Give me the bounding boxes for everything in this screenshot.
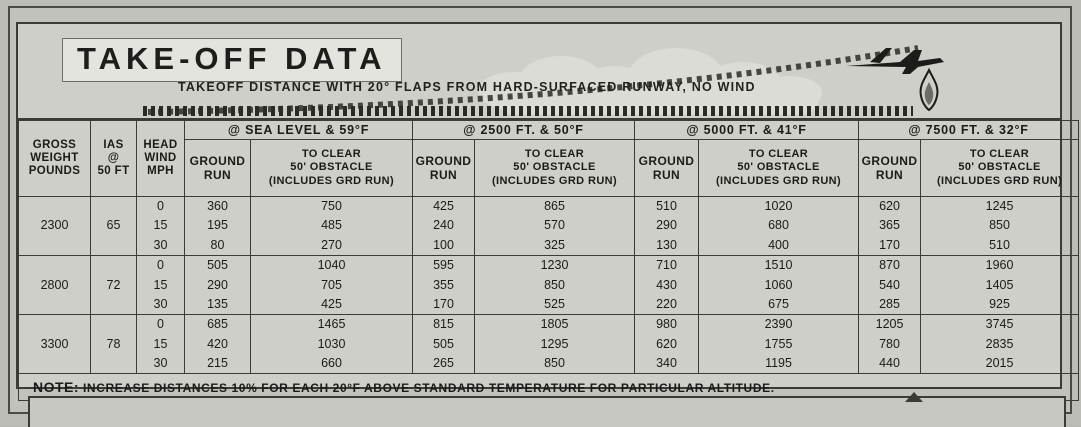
cell-2500ft-to-clear: 1805 1295 850 <box>475 315 635 374</box>
page-marker-icon <box>905 392 923 402</box>
cell-gross-weight: 2800 <box>19 256 91 315</box>
header-5000ft: @ 5000 FT. & 41°F <box>635 121 859 140</box>
cell-sea-level-ground-run: 685 420 215 <box>185 315 251 374</box>
header-sea-level: @ SEA LEVEL & 59°F <box>185 121 413 140</box>
cell-head-wind: 0 15 30 <box>137 256 185 315</box>
takeoff-data-sheet <box>16 22 1063 396</box>
col-ground-run-2500ft: GROUND RUN <box>413 140 475 197</box>
note-label: NOTE: <box>33 379 80 396</box>
col-ground-run-sea-level: GROUND RUN <box>185 140 251 197</box>
cell-head-wind: 0 15 30 <box>137 197 185 256</box>
cell-gross-weight: 2300 <box>19 197 91 256</box>
cell-7500ft-to-clear: 1960 1405 925 <box>921 256 1079 315</box>
col-ground-run-5000ft: GROUND RUN <box>635 140 699 197</box>
cell-gross-weight: 3300 <box>19 315 91 374</box>
col-to-clear-5000ft: TO CLEAR 50' OBSTACLE (INCLUDES GRD RUN) <box>699 140 859 197</box>
header-7500ft: @ 7500 FT. & 32°F <box>859 121 1079 140</box>
flame-icon <box>918 68 940 112</box>
table-row <box>19 197 1079 256</box>
cell-7500ft-ground-run: 870 540 285 <box>859 256 921 315</box>
cell-head-wind: 0 15 30 <box>137 315 185 374</box>
cell-2500ft-ground-run: 815 505 265 <box>413 315 475 374</box>
col-to-clear-sea-level: TO CLEAR 50' OBSTACLE (INCLUDES GRD RUN) <box>251 140 413 197</box>
cell-sea-level-to-clear: 750 485 270 <box>251 197 413 256</box>
table-header-altitudes <box>19 121 1079 140</box>
col-to-clear-2500ft: TO CLEAR 50' OBSTACLE (INCLUDES GRD RUN) <box>475 140 635 197</box>
cell-7500ft-ground-run: 1205 780 440 <box>859 315 921 374</box>
cell-5000ft-to-clear: 1510 1060 675 <box>699 256 859 315</box>
cell-2500ft-ground-run: 425 240 100 <box>413 197 475 256</box>
col-to-clear-7500ft: TO CLEAR 50' OBSTACLE (INCLUDES GRD RUN) <box>921 140 1079 197</box>
cell-2500ft-to-clear: 1230 850 525 <box>475 256 635 315</box>
cell-5000ft-ground-run: 710 430 220 <box>635 256 699 315</box>
cell-sea-level-to-clear: 1465 1030 660 <box>251 315 413 374</box>
table-row <box>19 256 1079 315</box>
col-ground-run-7500ft: GROUND RUN <box>859 140 921 197</box>
cell-ias: 72 <box>91 256 137 315</box>
header-2500ft: @ 2500 FT. & 50°F <box>413 121 635 140</box>
cell-5000ft-ground-run: 510 290 130 <box>635 197 699 256</box>
page-title: TAKE-OFF DATA <box>77 41 387 76</box>
cell-5000ft-ground-run: 980 620 340 <box>635 315 699 374</box>
chart-title-box <box>62 38 402 82</box>
cell-7500ft-ground-run: 620 365 170 <box>859 197 921 256</box>
col-gross-weight: GROSS WEIGHT POUNDS <box>19 121 91 197</box>
cell-sea-level-ground-run: 360 195 80 <box>185 197 251 256</box>
cell-7500ft-to-clear: 1245 850 510 <box>921 197 1079 256</box>
takeoff-data-table <box>18 120 1079 401</box>
cell-7500ft-to-clear: 3745 2835 2015 <box>921 315 1079 374</box>
cell-ias: 78 <box>91 315 137 374</box>
note-text: INCREASE DISTANCES 10% FOR EACH 20°F ABOVE STANDARD TEMPERATURE FOR PARTICULAR ALTITUDE. <box>83 381 775 396</box>
chart-subtitle: TAKEOFF DISTANCE WITH 20° FLAPS FROM HARD-SURFACED RUNWAY, NO WIND <box>178 80 756 94</box>
cell-5000ft-to-clear: 2390 1755 1195 <box>699 315 859 374</box>
col-head-wind: HEAD WIND MPH <box>137 121 185 197</box>
cell-2500ft-to-clear: 865 570 325 <box>475 197 635 256</box>
chart-header <box>18 24 1060 120</box>
cell-sea-level-ground-run: 505 290 135 <box>185 256 251 315</box>
runway-dashes <box>143 106 913 116</box>
cell-sea-level-to-clear: 1040 705 425 <box>251 256 413 315</box>
table-row <box>19 315 1079 374</box>
cell-2500ft-ground-run: 595 355 170 <box>413 256 475 315</box>
cell-5000ft-to-clear: 1020 680 400 <box>699 197 859 256</box>
cell-ias: 65 <box>91 197 137 256</box>
col-ias: IAS @ 50 FT <box>91 121 137 197</box>
